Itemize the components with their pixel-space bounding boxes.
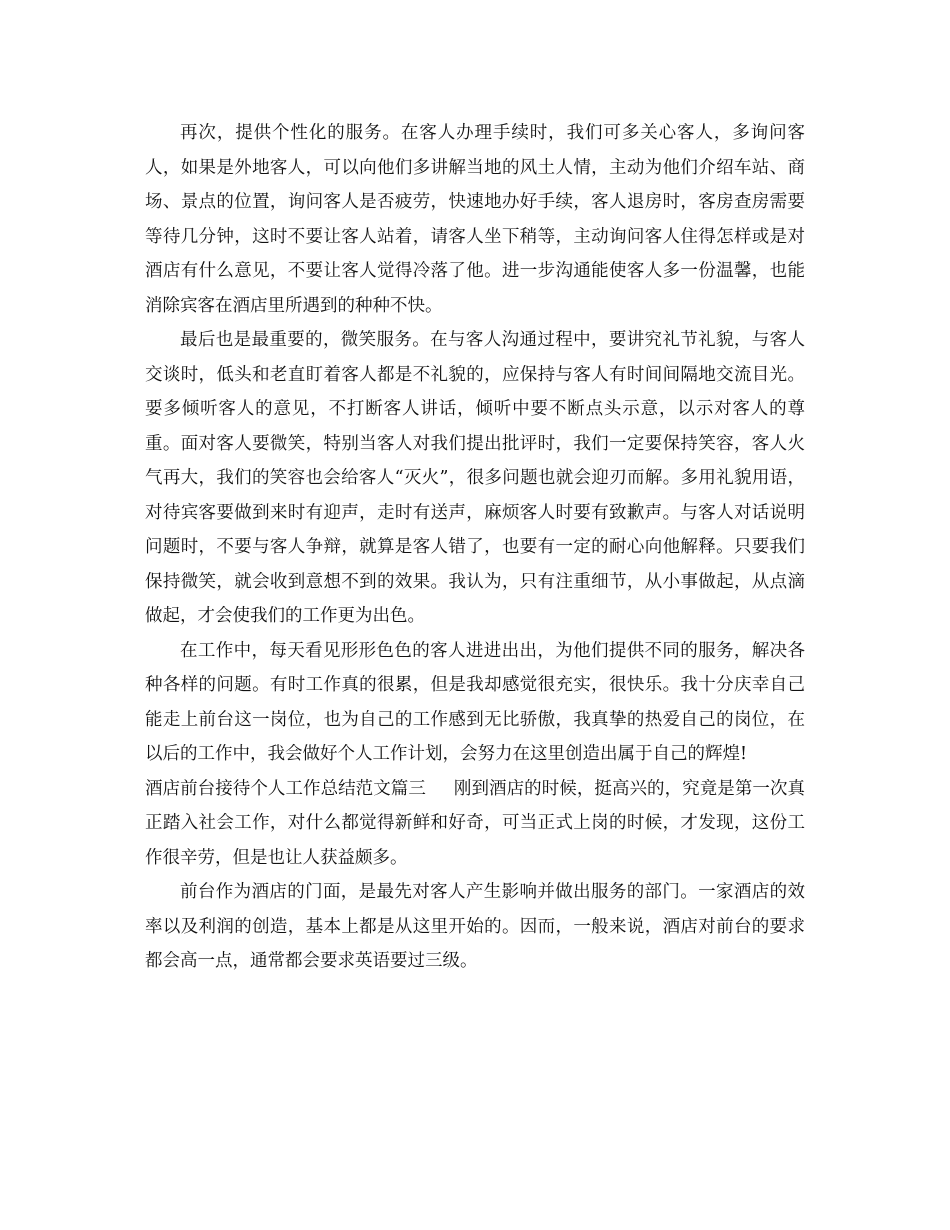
document-body <box>145 116 805 979</box>
paragraph-work-reflection: 在工作中，每天看见形形色色的客人进进出出，为他们提供不同的服务，解决各种各样的问题。有时工作真的很累，但是我却感觉很充实，很快乐。我十分庆幸自己能走上前台这一岗位，也为自己的工作感到无比骄傲，我真挚的热爱自己的岗位，在以后的工作中，我会做好个人工作计划，会努力在这里创造出属于自己的辉煌! <box>145 640 805 764</box>
section-paragraph <box>145 772 805 876</box>
paragraph-smile-service: 最后也是最重要的，微笑服务。在与客人沟通过程中，要讲究礼节礼貌，与客人交谈时，低头和老直盯着客人都是不礼貌的，应保持与客人有时间间隔地交流目光。要多倾听客人的意见，不打断客人讲话，倾听中要不断点头示意，以示对客人的尊重。面对客人要微笑，特别当客人对我们提出批评时，我们一定要保持笑容，客人火气再大，我们的笑容也会给客人“灭火”，很多问题也就会迎刃而解。多用礼貌用语，对待宾客要做到来时有迎声，走时有送声，麻烦客人时要有致歉声。与客人对话说明问题时，不要与客人争辩，就算是客人错了，也要有一定的耐心向他解释。只要我们保持微笑，就会收到意想不到的效果。我认为，只有注重细节，从小事做起，从点滴做起，才会使我们的工作更为出色。 <box>145 330 805 626</box>
paragraph-personalized-service: 再次，提供个性化的服务。在客人办理手续时，我们可多关心客人，多询问客人，如果是外地客人，可以向他们多讲解当地的风土人情，主动为他们介绍车站、商场、景点的位置，询问客人是否疲劳，快速地办好手续，客人退房时，客房查房需要等待几分钟，这时不要让客人站着，请客人坐下稍等，主动询问客人住得怎样或是对酒店有什么意见，不要让客人觉得冷落了他。进一步沟通能使客人多一份温馨，也能消除宾客在酒店里所遇到的种种不快。 <box>145 123 805 316</box>
section-lead-text: 刚到酒店的时候，挺高兴的，究竟是第一次真正踏入社会工作，对什么都觉得新鲜和好奇，可当正式上岗的时候，才发现，这份工作很辛劳，但是也让人获益颇多。 <box>145 778 806 868</box>
section-heading: 酒店前台接待个人工作总结范文篇三 <box>145 778 426 799</box>
paragraph-front-desk-role: 前台作为酒店的门面，是最先对客人产生影响并做出服务的部门。一家酒店的效率以及利润的创造，基本上都是从这里开始的。因而，一般来说，酒店对前台的要求都会高一点，通常都会要求英语要过三级。 <box>145 882 805 971</box>
